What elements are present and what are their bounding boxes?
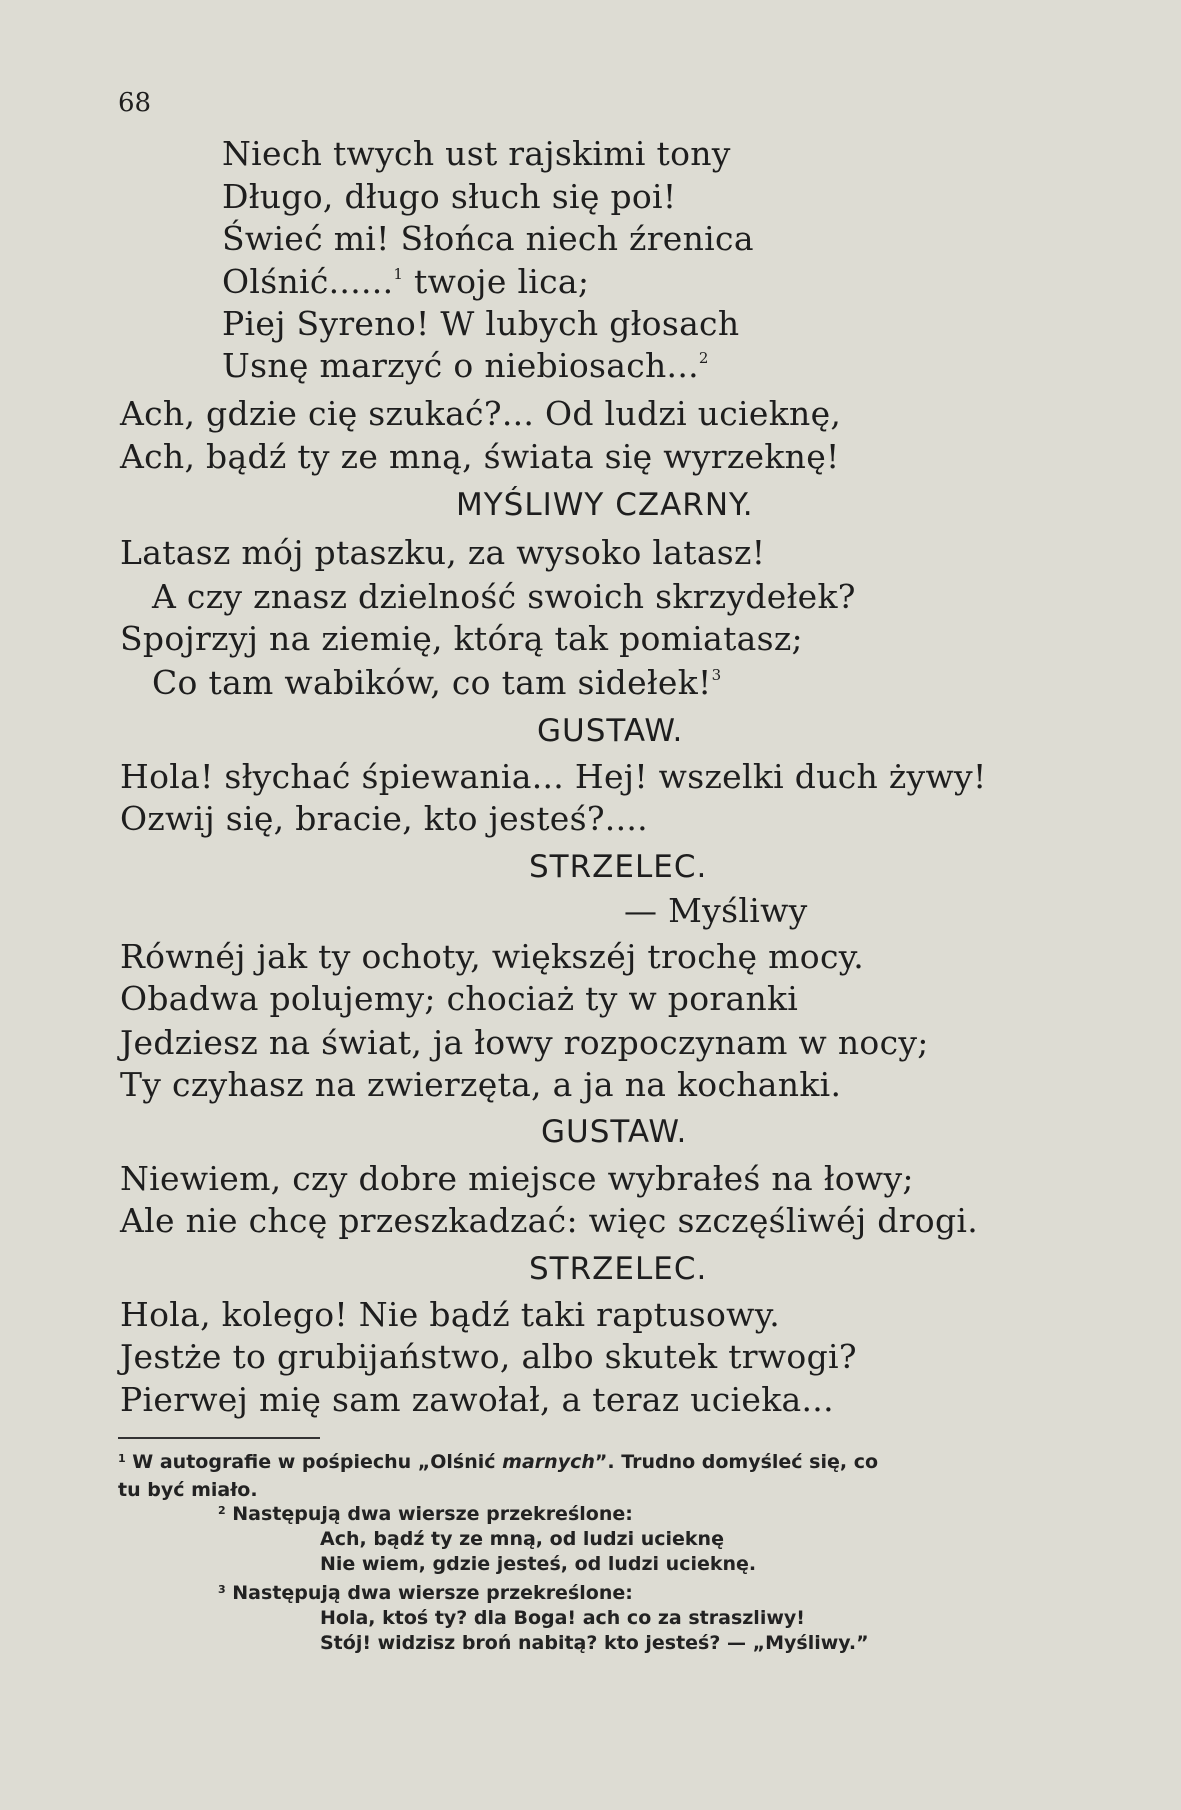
verse-line: — Myśliwy — [624, 891, 808, 930]
footnote-3-line: Hola, ktoś ty? dla Boga! ach co za straszliwy! — [320, 1607, 805, 1629]
footnote-2-line: Ach, bądź ty ze mną, od ludzi ucieknę — [320, 1528, 724, 1550]
verse-line: Co tam wabików, co tam sidełek!$^3$ — [152, 663, 722, 702]
footnote-ref: 2 — [698, 349, 709, 367]
speaker-heading: STRZELEC. — [529, 849, 708, 885]
speaker-heading: MYŚLIWY CZARNY. — [456, 487, 754, 523]
verse-line: Równéj jak ty ochoty, większéj trochę mocy. — [120, 937, 865, 976]
verse-line: A czy znasz dzielność swoich skrzydełek? — [152, 577, 856, 616]
verse-line: Hola! słychać śpiewania... Hej! wszelki duch żywy! — [120, 757, 987, 796]
footnote-3: $^3$ Następują dwa wiersze przekreślone: — [218, 1582, 633, 1604]
footnote-ref: 3 — [711, 666, 722, 684]
verse-line: Niewiem, czy dobre miejsce wybrałeś na łowy; — [120, 1159, 914, 1198]
verse-line: Spojrzyj na ziemię, którą tak pomiatasz; — [120, 619, 803, 658]
verse-line: Długo, długo słuch się poi! — [222, 177, 677, 216]
footnote-2-line: Nie wiem, gdzie jesteś, od ludzi ucieknę. — [320, 1553, 757, 1575]
verse-line: Jestże to grubijaństwo, albo skutek trwogi? — [120, 1337, 857, 1376]
speaker-heading: GUSTAW. — [541, 1114, 688, 1150]
verse-line: Świeć mi! Słońca niech źrenica — [222, 219, 754, 258]
speaker-heading: GUSTAW. — [537, 713, 684, 749]
verse-line: Niech twych ust rajskimi tony — [222, 134, 731, 173]
verse-line: Ozwij się, bracie, kto jesteś?.... — [120, 799, 648, 838]
verse-line: Hola, kolego! Nie bądź taki raptusowy. — [120, 1295, 781, 1334]
footnote-ref: 1 — [393, 265, 404, 283]
footnote-1-cont: tu być miało. — [118, 1479, 258, 1501]
verse-line: Pierwej mię sam zawołał, a teraz ucieka... — [120, 1380, 834, 1419]
footnote-1: $^1$ W autografie w pośpiechu „Olśnić marnych”. Trudno domyśleć się, co — [118, 1451, 879, 1473]
verse-line: Usnę marzyć o niebiosach...$^2$ — [222, 346, 709, 385]
verse-line: Latasz mój ptaszku, za wysoko latasz! — [120, 533, 766, 572]
page-number: 68 — [118, 88, 152, 118]
footnote-divider — [118, 1437, 320, 1439]
footnote-3-line: Stój! widzisz broń nabitą? kto jesteś? — „Myśliwy.” — [320, 1632, 869, 1654]
verse-line: Jedziesz na świat, ja łowy rozpoczynam w nocy; — [120, 1023, 929, 1062]
footnote-2: $^2$ Następują dwa wiersze przekreślone: — [218, 1503, 633, 1525]
speaker-heading: STRZELEC. — [529, 1251, 708, 1287]
verse-line: Piej Syreno! W lubych głosach — [222, 304, 740, 343]
verse-line: Ty czyhasz na zwierzęta, a ja na kochanki. — [120, 1065, 842, 1104]
verse-line: Obadwa polujemy; chociaż ty w poranki — [120, 979, 799, 1018]
verse-line: Ach, gdzie cię szukać?... Od ludzi ucieknę, — [120, 394, 842, 433]
verse-line: Ach, bądź ty ze mną, świata się wyrzeknę! — [120, 437, 840, 476]
verse-line: Olśnić......$^1$ twoje lica; — [222, 262, 590, 301]
verse-line: Ale nie chcę przeszkadzać: więc szczęśliwéj drogi. — [120, 1201, 979, 1240]
